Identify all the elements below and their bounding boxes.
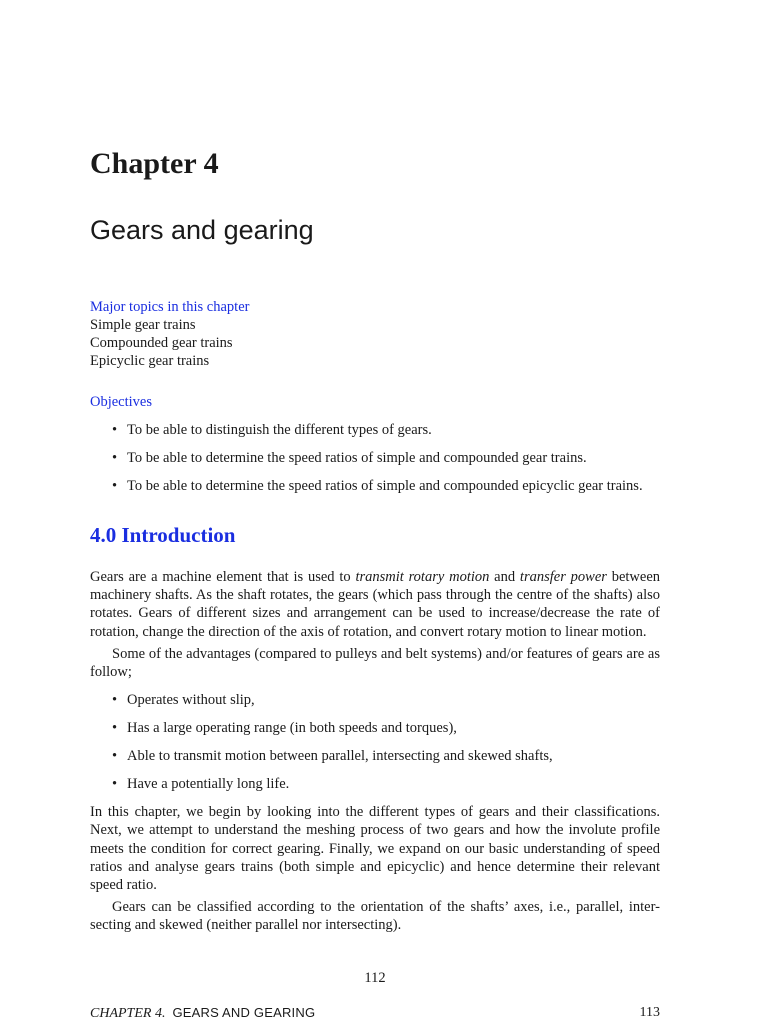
objective-text: To be able to determine the speed ratios of simple and compounded gear trains. [127,450,587,466]
topic-item: Compounded gear trains [90,335,233,351]
topic-item: Epicyclic gear trains [90,353,210,369]
objective-text: To be able to distinguish the different types of gears. [127,422,432,438]
advantage-text: Have a potentially long life. [127,776,290,793]
advantage-item [90,747,660,765]
bullet-icon: • [112,422,118,438]
paragraph: Gears can be classified according to the orientation of the shafts’ axes, i.e., parallel, inter-secting and skewed (neither parallel nor intersecting). [90,899,660,934]
major-topics [90,298,249,370]
running-header-page: 113 [639,1005,660,1020]
bullet-icon: • [112,748,118,765]
page-number: 112 [364,970,386,986]
emphasis-text: transmit rotary motion [355,569,490,585]
bullet-icon: • [112,776,118,793]
advantage-text: Operates without slip, [127,692,255,709]
paragraph-text: Gears are a machine element that is used to [90,569,356,585]
running-header-title: GEARS AND GEARING [172,1005,316,1020]
paragraph [90,568,660,641]
bullet-icon: • [112,692,118,709]
advantage-item [90,775,660,793]
paragraph-text: between machinery shafts. As the shaft rotates, the gears (which pass through the centre of the shafts) also rotates. Gears of different sizes and arrangement can be used to increase/decrease the rate of rotation, change the direction of the axis of rotation, and convert rotary motion to linear motion. [90,569,661,640]
objective-item [90,421,660,439]
objectives-heading: Objectives [90,394,153,410]
chapter-label: Chapter 4 [90,147,219,180]
paragraph-text: and [489,569,520,585]
objective-item [90,449,660,467]
objective-item [90,477,660,495]
section-body [90,568,660,935]
objectives-list [90,421,660,495]
objectives [90,393,660,505]
paragraph: Some of the advantages (compared to pulleys and belt systems) and/or features of gears are as follow; [90,645,660,681]
advantages-list [90,691,660,793]
chapter-title: Gears and gearing [90,215,314,245]
emphasis-text: transfer power [519,569,607,585]
section-heading: 4.0 Introduction [90,523,236,547]
document-page [90,0,660,1024]
advantage-item [90,691,660,709]
advantage-text: Able to transmit motion between parallel, intersecting and skewed shafts, [127,748,553,765]
running-header-left [90,1004,315,1023]
bullet-icon: • [112,720,118,737]
topic-item: Simple gear trains [90,317,196,333]
bullet-icon: • [112,478,118,494]
running-header-chapter: CHAPTER 4. [90,1006,166,1021]
objective-text: To be able to determine the speed ratios of simple and compounded epicyclic gear trains. [127,478,643,494]
paragraph: In this chapter, we begin by looking into the different types of gears and their classifications. Next, we attempt to understand the meshing process of two gears and how the involute profile meets the condition for correct gearing. Finally, we expand on our basic understanding of speed ratios and analyse gears trains (both simple and epicyclic) and hence determine their relevant speed ratio. [90,804,660,894]
bullet-icon: • [112,450,118,466]
advantage-text: Has a large operating range (in both speeds and torques), [127,720,457,737]
major-topics-heading: Major topics in this chapter [90,299,250,315]
advantage-item [90,719,660,737]
